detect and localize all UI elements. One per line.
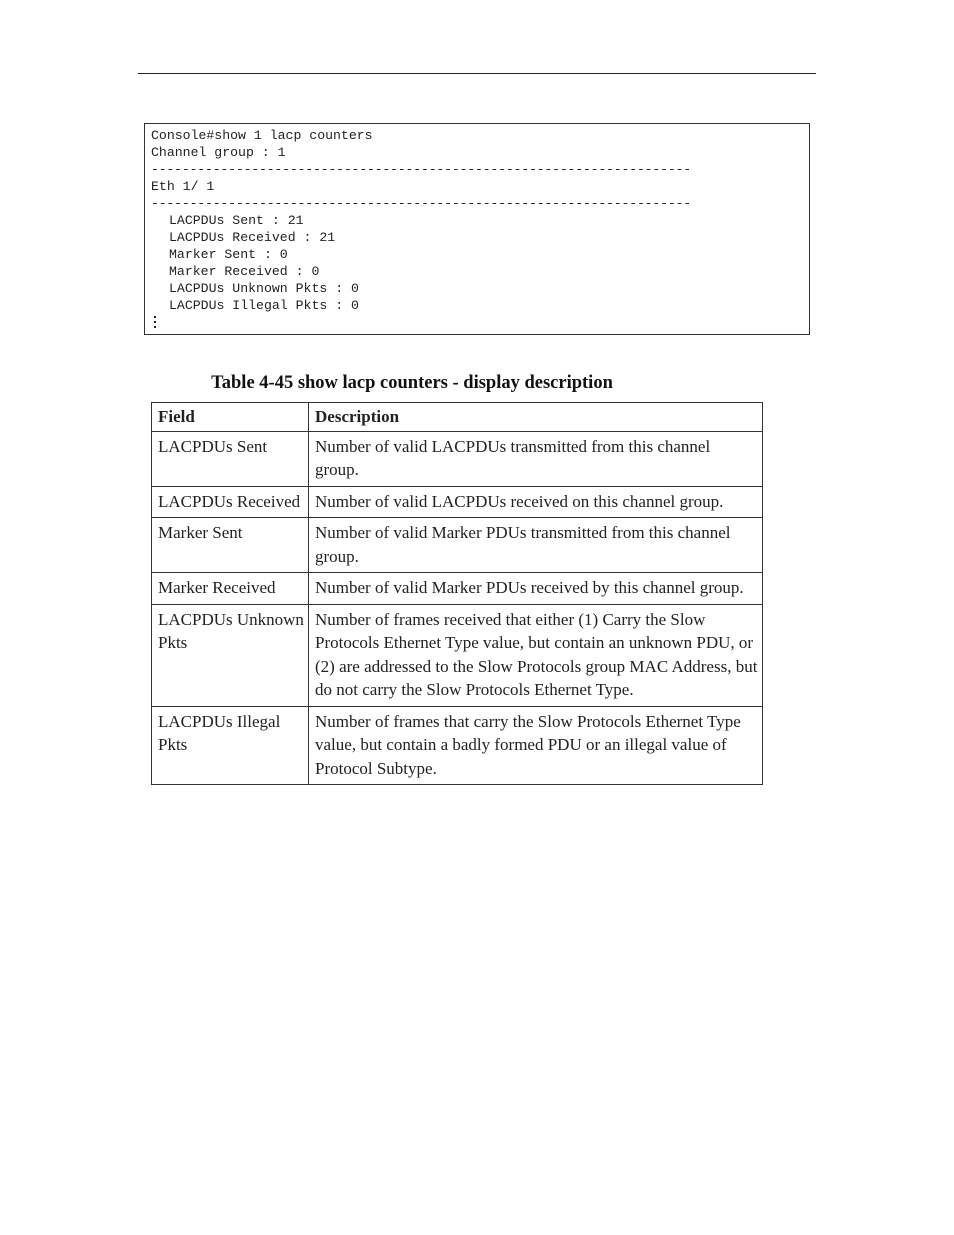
field-cell: Marker Sent (152, 518, 309, 573)
description-cell: Number of frames received that either (1) Carry the Slow Protocols Ethernet Type value, but contain an unknown PDU, or (2) are addressed to the Slow Protocols group MAC Address, but do not carry the Slow Protocols Ethernet Type. (309, 604, 763, 706)
console-channel-group: Channel group : 1 (151, 145, 286, 160)
field-cell: LACPDUs Illegal Pkts (152, 706, 309, 785)
console-command: Console#show 1 lacp counters (151, 128, 373, 143)
counter-lacpdus-sent: LACPDUs Sent : 21 (169, 213, 304, 228)
description-cell: Number of frames that carry the Slow Protocols Ethernet Type value, but contain a badly formed PDU or an illegal value of Protocol Subtype. (309, 706, 763, 785)
field-cell: Marker Received (152, 573, 309, 605)
field-cell: LACPDUs Unknown Pkts (152, 604, 309, 706)
table-row (152, 431, 763, 486)
counter-lacpdus-unknown: LACPDUs Unknown Pkts : 0 (169, 281, 359, 296)
counter-marker-sent: Marker Sent : 0 (169, 247, 288, 262)
description-cell: Number of valid Marker PDUs transmitted from this channel group. (309, 518, 763, 573)
counter-lacpdus-received: LACPDUs Received : 21 (169, 230, 336, 245)
description-cell: Number of valid Marker PDUs received by this channel group. (309, 573, 763, 605)
header-field: Field (152, 403, 309, 432)
console-output (144, 123, 810, 335)
table-row (152, 518, 763, 573)
vertical-ellipsis-icon (154, 316, 158, 328)
description-table (151, 402, 763, 785)
table-header-row (152, 403, 763, 432)
console-separator: ---------------------------------------------------------------------- (151, 196, 691, 211)
header-description: Description (309, 403, 763, 432)
description-cell: Number of valid LACPDUs received on this channel group. (309, 486, 763, 518)
table-row (152, 604, 763, 706)
console-port: Eth 1/ 1 (151, 179, 215, 194)
table-row (152, 573, 763, 605)
counter-marker-received: Marker Received : 0 (169, 264, 320, 279)
console-separator: ---------------------------------------------------------------------- (151, 162, 691, 177)
table-row (152, 486, 763, 518)
field-cell: LACPDUs Received (152, 486, 309, 518)
description-cell: Number of valid LACPDUs transmitted from this channel group. (309, 431, 763, 486)
counter-lacpdus-illegal: LACPDUs Illegal Pkts : 0 (169, 298, 359, 313)
table-caption: Table 4-45 show lacp counters - display description (211, 373, 613, 393)
field-cell: LACPDUs Sent (152, 431, 309, 486)
header-rule (138, 73, 816, 74)
table-row (152, 706, 763, 785)
